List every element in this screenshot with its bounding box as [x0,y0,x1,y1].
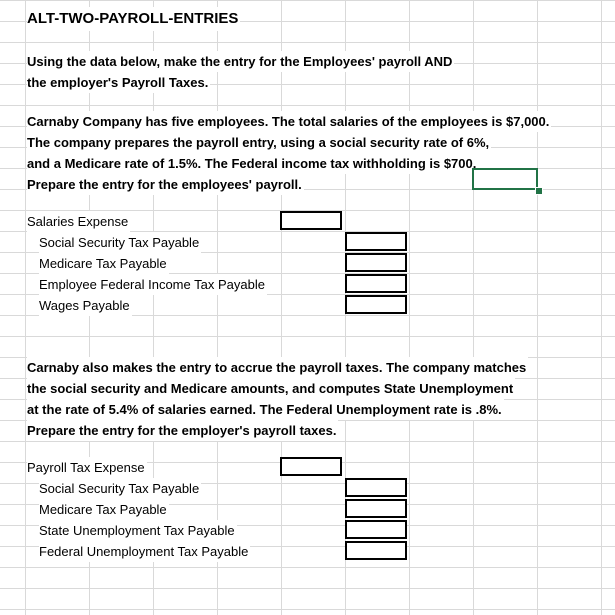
entry2-credit-account[interactable]: Federal Unemployment Tax Payable [39,541,250,562]
instruction-line-1[interactable]: Using the data below, make the entry for the Employees' payroll AND [27,51,454,72]
selected-cell[interactable] [472,168,538,190]
scenario1-line-3[interactable]: and a Medicare rate of 1.5%. The Federal income tax withholding is $700. [27,153,478,174]
fill-handle[interactable] [535,187,543,195]
entry2-credit-input[interactable] [345,520,407,539]
entry2-credit-input[interactable] [345,499,407,518]
entry2-credit-input[interactable] [345,478,407,497]
entry2-debit-input[interactable] [280,457,342,476]
entry2-credit-account[interactable]: State Unemployment Tax Payable [39,520,237,541]
sheet-title[interactable]: ALT-TWO-PAYROLL-ENTRIES [27,7,240,31]
scenario2-line-4[interactable]: Prepare the entry for the employer's payroll taxes. [27,420,338,441]
scenario2-line-1[interactable]: Carnaby also makes the entry to accrue the payroll taxes. The company matches [27,357,528,378]
entry1-credit-input[interactable] [345,295,407,314]
entry1-credit-input[interactable] [345,232,407,251]
entry1-credit-input[interactable] [345,253,407,272]
instruction-line-2[interactable]: the employer's Payroll Taxes. [27,72,210,93]
scenario2-line-3[interactable]: at the rate of 5.4% of salaries earned. The Federal Unemployment rate is .8%. [27,399,504,420]
entry1-credit-account[interactable]: Employee Federal Income Tax Payable [39,274,267,295]
entry2-debit-account[interactable]: Payroll Tax Expense [27,457,147,478]
scenario1-line-4[interactable]: Prepare the entry for the employees' payroll. [27,174,304,195]
entry2-credit-account[interactable]: Medicare Tax Payable [39,499,169,520]
entry1-credit-account[interactable]: Medicare Tax Payable [39,253,169,274]
entry1-credit-account[interactable]: Wages Payable [39,295,132,316]
entry2-credit-input[interactable] [345,541,407,560]
entry2-credit-account[interactable]: Social Security Tax Payable [39,478,201,499]
scenario1-line-2[interactable]: The company prepares the payroll entry, using a social security rate of 6%, [27,132,491,153]
entry1-debit-account[interactable]: Salaries Expense [27,211,130,232]
entry1-credit-input[interactable] [345,274,407,293]
entry1-debit-input[interactable] [280,211,342,230]
scenario2-line-2[interactable]: the social security and Medicare amounts, and computes State Unemployment [27,378,515,399]
entry1-credit-account[interactable]: Social Security Tax Payable [39,232,201,253]
scenario1-line-1[interactable]: Carnaby Company has five employees. The total salaries of the employees is $7,000. [27,111,551,132]
